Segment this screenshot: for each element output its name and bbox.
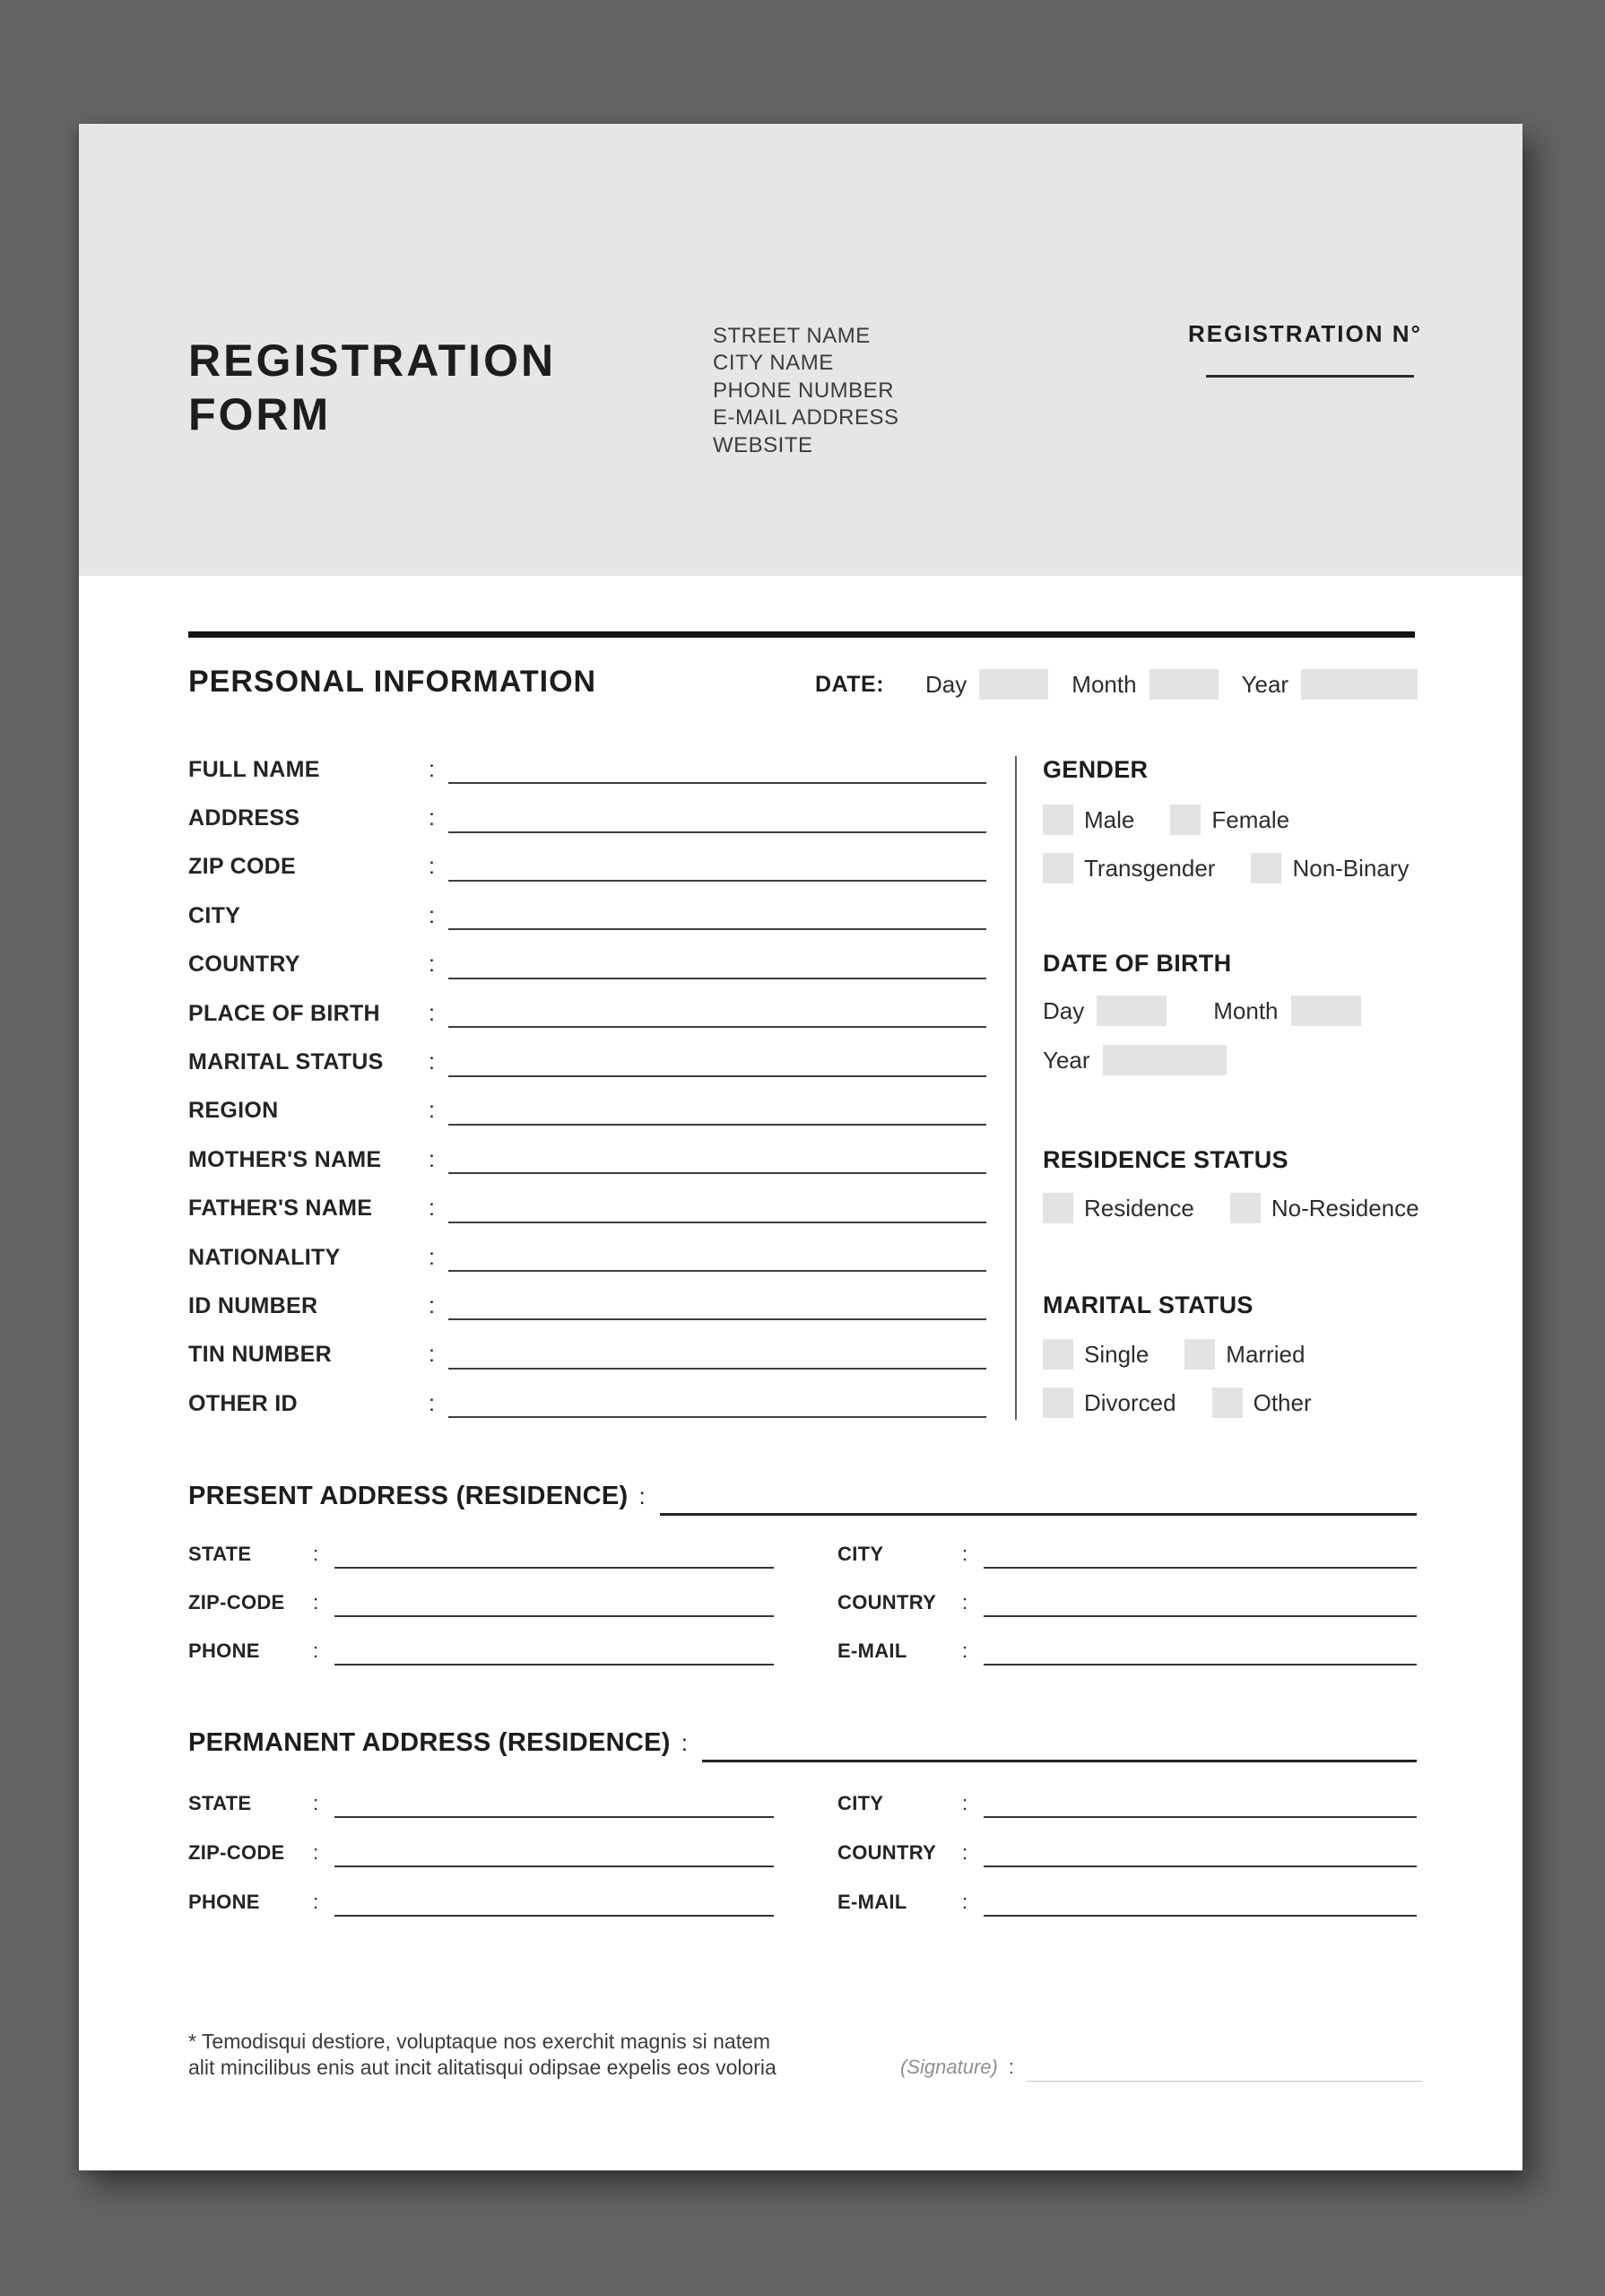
- personal-information-heading: PERSONAL INFORMATION: [188, 665, 597, 699]
- address-input-line[interactable]: [984, 1888, 1417, 1917]
- address-row-zip-code: [188, 1828, 774, 1877]
- residence-option-residence: [1043, 1193, 1194, 1223]
- checkbox-label: Transgender: [1084, 854, 1216, 882]
- section-rule: [188, 631, 1415, 638]
- gender-option-non-binary: [1251, 853, 1409, 883]
- dob-year: [1043, 1045, 1250, 1075]
- address-label: CITY: [837, 1543, 884, 1565]
- footnote: [188, 2029, 776, 2080]
- field-colon: :: [429, 952, 435, 978]
- address-input-line[interactable]: [334, 1789, 774, 1818]
- address-label: COUNTRY: [837, 1591, 937, 1613]
- header-band: [79, 124, 1523, 576]
- address-row-country: [837, 1828, 1417, 1877]
- address-label: E-MAIL: [837, 1890, 907, 1913]
- registration-form-page: [79, 124, 1523, 2170]
- footnote-line2: alit mincilibus enis aut incit alitatisqui odipsae expelis eos voloria: [188, 2055, 776, 2079]
- checkbox-label: Female: [1211, 805, 1290, 833]
- footnote-line1: * Temodisqui destiore, voluptaque nos exerchit magnis si natem: [188, 2030, 771, 2053]
- address-colon: :: [962, 1591, 968, 1613]
- contact-website: WEBSITE: [713, 432, 813, 457]
- marital-options-row-1: [1043, 1330, 1305, 1378]
- field-row-place-of-birth: [188, 989, 986, 1038]
- form-title-line1: REGISTRATION: [188, 335, 557, 386]
- field-row-other-id: [188, 1379, 986, 1428]
- field-input-line[interactable]: [448, 1195, 986, 1223]
- dob-day-month-row: [1043, 987, 1384, 1035]
- checkbox-label: Non-Binary: [1292, 854, 1410, 882]
- personal-fields: [188, 745, 986, 1428]
- field-label: CITY: [188, 902, 241, 928]
- address-label: ZIP-CODE: [188, 1840, 285, 1864]
- field-label: TIN NUMBER: [188, 1342, 332, 1368]
- field-row-tin-number: [188, 1331, 986, 1379]
- address-colon: :: [313, 1840, 319, 1864]
- address-input-line[interactable]: [984, 1789, 1417, 1818]
- checkbox-residence[interactable]: [1043, 1193, 1073, 1223]
- permanent-address-input-line[interactable]: [702, 1724, 1417, 1762]
- checkbox-transgender[interactable]: [1043, 853, 1073, 883]
- field-colon: :: [429, 902, 435, 928]
- field-input-line[interactable]: [448, 1145, 986, 1174]
- field-row-marital-status: [188, 1038, 986, 1086]
- date-month-box[interactable]: [1150, 669, 1219, 700]
- present-address-input-line[interactable]: [660, 1477, 1417, 1516]
- checkbox-female[interactable]: [1170, 804, 1201, 835]
- field-colon: :: [429, 1146, 435, 1172]
- contact-street: STREET NAME: [713, 324, 871, 348]
- field-label: PLACE OF BIRTH: [188, 1000, 380, 1026]
- field-label: FULL NAME: [188, 756, 320, 782]
- field-label: MARITAL STATUS: [188, 1049, 384, 1075]
- field-colon: :: [429, 1000, 435, 1026]
- present-address-heading-row: [188, 1472, 1417, 1520]
- address-row-phone: [188, 1627, 774, 1675]
- field-input-line[interactable]: [448, 901, 986, 930]
- address-input-line[interactable]: [984, 1540, 1417, 1569]
- address-row-email: [837, 1877, 1417, 1926]
- residence-option-no-residence: [1230, 1193, 1419, 1223]
- address-colon: :: [962, 1543, 968, 1565]
- address-colon: :: [962, 1639, 968, 1662]
- address-colon: :: [962, 1791, 968, 1814]
- field-input-line[interactable]: [448, 1341, 986, 1370]
- field-row-nationality: [188, 1233, 986, 1282]
- permanent-address-left-column: [188, 1779, 774, 1926]
- date-year-label: Year: [1241, 670, 1289, 698]
- checkbox-divorced[interactable]: [1043, 1387, 1073, 1418]
- field-colon: :: [429, 1292, 435, 1318]
- dob-heading: DATE OF BIRTH: [1043, 949, 1232, 977]
- checkbox-label: Male: [1084, 805, 1135, 833]
- gender-option-male: [1043, 804, 1134, 835]
- checkbox-label: Residence: [1084, 1194, 1194, 1222]
- address-input-line[interactable]: [984, 1839, 1417, 1867]
- address-input-line[interactable]: [334, 1588, 774, 1617]
- signature-row: [900, 2043, 1422, 2092]
- dob-day-label: Day: [1043, 996, 1085, 1024]
- marital-option-divorced: [1043, 1387, 1176, 1418]
- gender-heading: GENDER: [1043, 755, 1149, 783]
- contact-email: E-MAIL ADDRESS: [713, 405, 899, 430]
- field-row-country: [188, 941, 986, 989]
- signature-colon: :: [1008, 2056, 1014, 2078]
- date-day-box[interactable]: [979, 669, 1048, 700]
- present-address-heading: PRESENT ADDRESS (RESIDENCE): [188, 1481, 629, 1510]
- field-colon: :: [429, 1390, 435, 1416]
- gender-option-transgender: [1043, 853, 1215, 883]
- address-input-line[interactable]: [334, 1839, 774, 1867]
- dob-year-box[interactable]: [1103, 1045, 1227, 1075]
- marital-status-heading: MARITAL STATUS: [1043, 1291, 1254, 1318]
- date-year-box[interactable]: [1301, 669, 1418, 700]
- permanent-address-heading: PERMANENT ADDRESS (RESIDENCE): [188, 1727, 671, 1757]
- heading-colon: :: [681, 1728, 688, 1756]
- address-input-line[interactable]: [984, 1588, 1417, 1617]
- address-input-line[interactable]: [334, 1540, 774, 1569]
- dob-heading-row: [1043, 939, 1231, 987]
- checkbox-non-binary[interactable]: [1251, 853, 1281, 883]
- checkbox-other[interactable]: [1212, 1387, 1243, 1418]
- gender-heading-row: [1043, 745, 1148, 794]
- field-input-line[interactable]: [448, 755, 986, 784]
- field-colon: :: [429, 1196, 435, 1222]
- gender-options-row-2: [1043, 844, 1410, 892]
- marital-options-row-2: [1043, 1378, 1312, 1427]
- address-row-phone: [188, 1877, 774, 1926]
- address-label: PHONE: [188, 1639, 260, 1662]
- address-colon: :: [313, 1890, 319, 1913]
- field-row-zip-code: [188, 843, 986, 891]
- date-day-label: Day: [925, 670, 967, 698]
- field-label: ZIP CODE: [188, 854, 297, 880]
- checkbox-label: Other: [1253, 1388, 1312, 1416]
- field-colon: :: [429, 1342, 435, 1368]
- checkbox-label: Married: [1226, 1340, 1306, 1368]
- field-input-line[interactable]: [448, 804, 986, 833]
- dob-month: [1213, 996, 1384, 1026]
- field-row-city: [188, 891, 986, 940]
- column-divider: [1015, 756, 1017, 1420]
- dob-month-label: Month: [1213, 996, 1279, 1024]
- dob-day-box[interactable]: [1097, 996, 1167, 1026]
- field-label: FATHER'S NAME: [188, 1196, 373, 1222]
- address-colon: :: [313, 1591, 319, 1613]
- address-colon: :: [962, 1840, 968, 1864]
- field-colon: :: [429, 1244, 435, 1270]
- field-label: COUNTRY: [188, 952, 300, 978]
- field-input-line[interactable]: [448, 951, 986, 979]
- form-title-line2: FORM: [188, 389, 332, 439]
- dob-year-row: [1043, 1036, 1250, 1084]
- address-colon: :: [313, 1639, 319, 1662]
- address-input-line[interactable]: [334, 1637, 774, 1665]
- date-month-label: Month: [1071, 670, 1137, 698]
- date-label: DATE:: [815, 671, 885, 697]
- residence-options-row: [1043, 1184, 1419, 1232]
- address-input-line[interactable]: [984, 1637, 1417, 1665]
- permanent-address-heading-row: [188, 1718, 1417, 1767]
- contact-info: [713, 323, 899, 459]
- marital-heading-row: [1043, 1281, 1254, 1329]
- field-label: ADDRESS: [188, 805, 300, 831]
- field-input-line[interactable]: [448, 1048, 986, 1077]
- field-colon: :: [429, 756, 435, 782]
- field-colon: :: [429, 805, 435, 831]
- form-title: [188, 334, 556, 441]
- field-input-line[interactable]: [448, 1097, 986, 1126]
- checkbox-label: No-Residence: [1271, 1194, 1419, 1222]
- date-row: [815, 660, 1418, 709]
- residence-status-heading: RESIDENCE STATUS: [1043, 1145, 1288, 1173]
- present-address-right-column: [837, 1530, 1417, 1675]
- checkbox-male[interactable]: [1043, 804, 1073, 835]
- address-colon: :: [962, 1890, 968, 1913]
- address-colon: :: [313, 1791, 319, 1814]
- address-row-country: [837, 1578, 1417, 1627]
- contact-city: CITY NAME: [713, 351, 834, 376]
- permanent-address-right-column: [837, 1779, 1417, 1926]
- address-row-state: [188, 1530, 774, 1578]
- address-label: STATE: [188, 1791, 252, 1814]
- field-label: REGION: [188, 1098, 279, 1124]
- address-row-zip-code: [188, 1578, 774, 1627]
- checkbox-no-residence[interactable]: [1230, 1193, 1261, 1223]
- field-row-mothers-name: [188, 1135, 986, 1184]
- address-row-email: [837, 1627, 1417, 1675]
- field-label: NATIONALITY: [188, 1244, 341, 1270]
- gender-option-female: [1170, 804, 1289, 835]
- address-colon: :: [313, 1543, 319, 1565]
- address-input-line[interactable]: [334, 1888, 774, 1917]
- signature-input-line[interactable]: [1027, 2054, 1422, 2082]
- field-colon: :: [429, 1098, 435, 1124]
- field-input-line[interactable]: [448, 1292, 986, 1320]
- dob-day: [1043, 996, 1190, 1026]
- address-row-state: [188, 1779, 774, 1828]
- field-label: OTHER ID: [188, 1390, 298, 1416]
- address-label: ZIP-CODE: [188, 1591, 285, 1613]
- present-address-left-column: [188, 1530, 774, 1675]
- marital-option-married: [1184, 1339, 1305, 1370]
- field-row-id-number: [188, 1282, 986, 1330]
- marital-option-single: [1043, 1339, 1149, 1370]
- field-input-line[interactable]: [448, 1243, 986, 1272]
- field-colon: :: [429, 854, 435, 880]
- registration-number-label: REGISTRATION N°: [1188, 320, 1422, 347]
- dob-month-box[interactable]: [1291, 996, 1361, 1026]
- signature-label: (Signature): [900, 2056, 998, 2078]
- address-label: PHONE: [188, 1890, 260, 1913]
- field-label: ID NUMBER: [188, 1292, 318, 1318]
- address-row-city: [837, 1530, 1417, 1578]
- field-input-line[interactable]: [448, 1389, 986, 1418]
- registration-number-line[interactable]: [1206, 375, 1414, 378]
- field-input-line[interactable]: [448, 999, 986, 1028]
- heading-colon: :: [638, 1482, 646, 1509]
- address-label: E-MAIL: [837, 1639, 907, 1662]
- marital-option-other: [1212, 1387, 1312, 1418]
- field-row-region: [188, 1087, 986, 1135]
- gender-options-row-1: [1043, 796, 1289, 844]
- address-row-city: [837, 1779, 1417, 1828]
- address-label: COUNTRY: [837, 1840, 937, 1864]
- checkbox-married[interactable]: [1184, 1339, 1215, 1370]
- checkbox-label: Single: [1084, 1340, 1150, 1368]
- checkbox-single[interactable]: [1043, 1339, 1073, 1370]
- field-label: MOTHER'S NAME: [188, 1146, 382, 1172]
- address-label: STATE: [188, 1543, 252, 1565]
- contact-phone: PHONE NUMBER: [713, 378, 895, 403]
- address-label: CITY: [837, 1791, 884, 1814]
- checkbox-label: Divorced: [1084, 1388, 1176, 1416]
- field-row-fathers-name: [188, 1185, 986, 1233]
- dob-year-label: Year: [1043, 1046, 1090, 1074]
- residence-heading-row: [1043, 1135, 1288, 1184]
- field-colon: :: [429, 1049, 435, 1075]
- field-row-address: [188, 794, 986, 842]
- field-input-line[interactable]: [448, 853, 986, 882]
- field-row-full-name: [188, 745, 986, 794]
